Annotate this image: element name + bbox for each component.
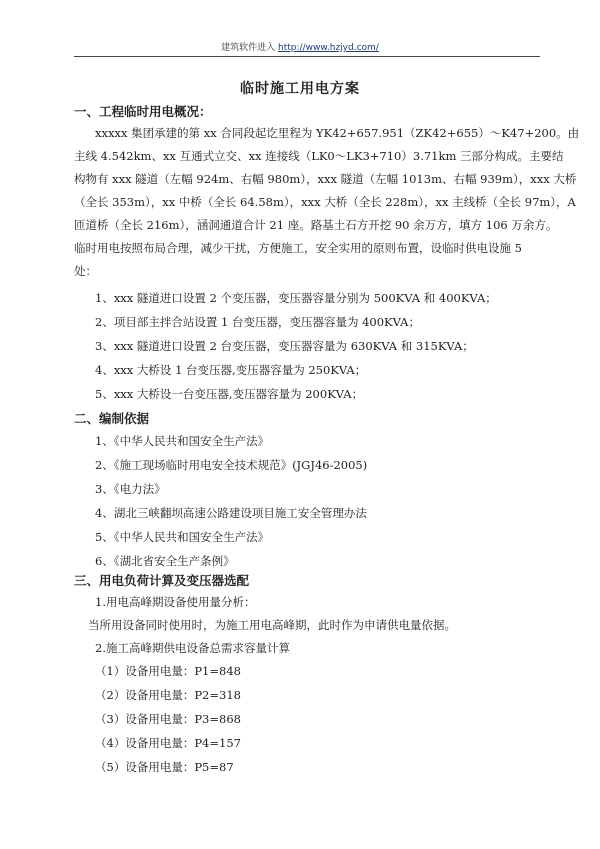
- calc-line: 当所用设备同时使用时，为施工用电高峰期，此时作为申请供电量依据。: [88, 618, 456, 632]
- calc-line: 2.施工高峰期供电设备总需求容量计算: [95, 641, 290, 655]
- overview-line: 主线 4.542km、xx 互通式立交、xx 连接线（LK0～LK3+710）3.71km 三部分构成。主要结: [74, 149, 564, 163]
- section-1-heading: 一、工程临时用电概况：: [74, 104, 212, 119]
- calc-line: （5）设备用电量：P5=87: [95, 760, 234, 774]
- calc-line: （1）设备用电量：P1=848: [95, 664, 241, 678]
- basis-item: 4、湖北三峡翻坝高速公路建设项目施工安全管理办法: [95, 506, 367, 520]
- section-2-heading: 二、编制依据: [74, 411, 150, 426]
- overview-line: （全长 353m），xx 中桥（全长 64.58m），xxx 大桥（全长 228m），xx 主线桥（全长 97m），A: [74, 195, 576, 209]
- transformer-item: 2、项目部主拌合站设置 1 台变压器，变压器容量为 400KVA；: [95, 315, 420, 329]
- document-title: 临时施工用电方案: [240, 81, 360, 97]
- calc-line: （4）设备用电量：P4=157: [95, 736, 241, 750]
- overview-line: 处：: [74, 264, 97, 278]
- overview-line: 构物有 xxx 隧道（左幅 924m、右幅 980m），xxx 隧道（左幅 1013m、右幅 939m），xxx 大桥: [74, 172, 577, 186]
- transformer-item: 1、xxx 隧道进口设置 2 个变压器，变压器容量分别为 500KVA 和 400KVA；: [95, 291, 497, 305]
- header-prefix: 建筑软件进入: [221, 43, 276, 53]
- overview-line: 匝道桥（全长 216m），涵洞通道合计 21 座。路基土石方开挖 90 余万方，填方 106 万余方。: [74, 218, 558, 232]
- basis-item: 6、《湖北省安全生产条例》: [95, 554, 235, 568]
- calc-line: （3）设备用电量：P3=868: [95, 712, 241, 726]
- overview-line: 临时用电按照布局合理，减少干扰，方便施工，安全实用的原则布置，设临时供电设施 5: [74, 241, 522, 255]
- calc-line: （2）设备用电量：P2=318: [95, 688, 241, 702]
- basis-item: 1、《中华人民共和国安全生产法》: [95, 434, 270, 448]
- section-3-heading: 三、用电负荷计算及变压器选配: [74, 573, 250, 588]
- header-link[interactable]: http://www.hzjyd.com/: [278, 43, 379, 53]
- header-divider: [74, 56, 540, 57]
- transformer-item: 3、xxx 隧道进口设置 2 台变压器，变压器容量为 630KVA 和 315KVA；: [95, 339, 474, 353]
- transformer-item: 4、xxx 大桥设 1 台变压器,变压器容量为 250KVA；: [95, 363, 367, 377]
- page-header: [0, 40, 600, 53]
- basis-item: 5、《中华人民共和国安全生产法》: [95, 530, 270, 544]
- transformer-item: 5、xxx 大桥设一台变压器,变压器容量为 200KVA；: [95, 387, 364, 401]
- calc-line: 1.用电高峰期设备使用量分析：: [95, 595, 256, 609]
- basis-item: 2、《施工现场临时用电安全技术规范》(JGJ46-2005): [95, 458, 368, 472]
- basis-item: 3、《电力法》: [95, 482, 166, 496]
- overview-line: xxxxx 集团承建的第 xx 合同段起讫里程为 YK42+657.951（ZK42+655）～K47+200。由: [95, 126, 580, 140]
